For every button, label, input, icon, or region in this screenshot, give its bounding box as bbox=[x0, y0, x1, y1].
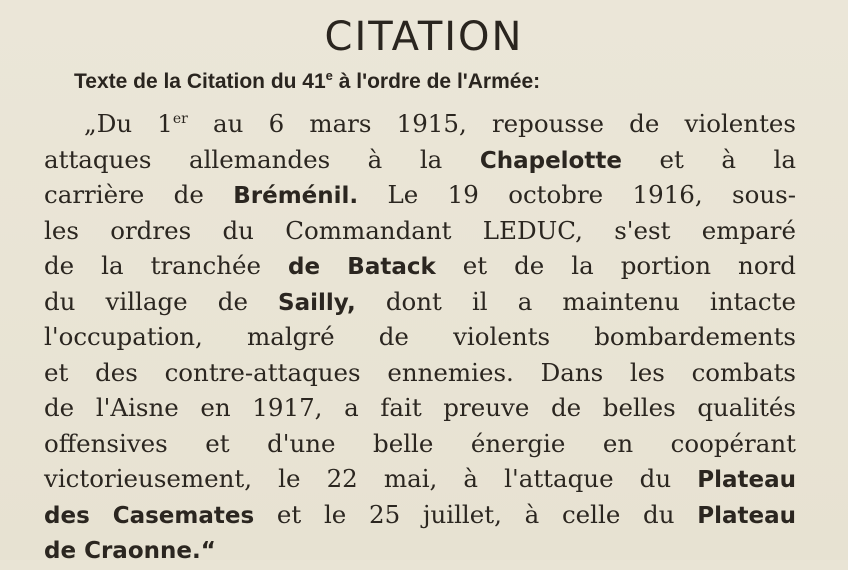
bold-place-name: Plateau bbox=[697, 502, 796, 529]
text-segment: carrière de bbox=[44, 180, 234, 209]
text-line bbox=[44, 177, 796, 213]
subtitle-text-end: à l'ordre de l'Armée: bbox=[332, 70, 541, 93]
bold-place-name: Plateau bbox=[697, 467, 796, 493]
text-segment: du village de bbox=[44, 286, 279, 316]
text-segment: l'occupation, malgré de violents bombardements bbox=[44, 322, 796, 351]
text-segment: dont il a maintenu intacte bbox=[355, 286, 796, 316]
text-line bbox=[44, 284, 796, 320]
text-line bbox=[44, 390, 796, 426]
citation-subtitle bbox=[74, 70, 540, 94]
text-line bbox=[44, 461, 796, 497]
superscript: er bbox=[172, 110, 188, 127]
text-segment: au 6 mars 1915, repousse de violentes bbox=[187, 109, 796, 138]
text-segment: Le 19 octobre 1916, sous- bbox=[358, 180, 797, 209]
text-line bbox=[44, 106, 796, 142]
bold-place-name: Sailly, bbox=[278, 289, 356, 316]
text-line bbox=[44, 142, 796, 178]
bold-place-name: Bréménil. bbox=[233, 183, 359, 209]
bold-place-name: des Casemates bbox=[44, 502, 255, 529]
bold-place-name: de Batack bbox=[288, 254, 436, 280]
citation-body bbox=[44, 106, 796, 568]
page-title: CITATION bbox=[324, 14, 524, 60]
text-line bbox=[44, 213, 796, 249]
text-line bbox=[44, 426, 796, 462]
text-line bbox=[44, 319, 796, 355]
text-segment: et de la portion nord bbox=[435, 251, 796, 280]
bold-place-name: de Craonne.“ bbox=[44, 538, 216, 564]
text-line bbox=[44, 532, 796, 568]
text-segment: offensives et d'une belle énergie en coopérant bbox=[44, 428, 796, 458]
text-segment: et à la bbox=[621, 144, 796, 174]
text-segment: et le 25 juillet, à celle du bbox=[254, 499, 698, 529]
subtitle-text: Texte de la Citation du 41 bbox=[74, 70, 326, 93]
text-line bbox=[44, 248, 796, 284]
text-line bbox=[44, 497, 796, 533]
bold-place-name: Chapelotte bbox=[479, 147, 622, 174]
text-line bbox=[44, 355, 796, 391]
text-segment: attaques allemandes à la bbox=[44, 144, 480, 174]
text-segment: les ordres du Commandant LEDUC, s'est emparé bbox=[44, 215, 796, 245]
text-segment: „Du 1 bbox=[84, 109, 173, 138]
subtitle-superscript: e bbox=[325, 68, 333, 83]
text-segment: de la tranchée bbox=[44, 251, 289, 280]
text-segment: victorieusement, le 22 mai, à l'attaque du bbox=[44, 464, 698, 493]
text-segment: de l'Aisne en 1917, a fait preuve de belles qualités bbox=[44, 393, 796, 422]
text-segment: et des contre-attaques ennemies. Dans les combats bbox=[44, 357, 796, 387]
